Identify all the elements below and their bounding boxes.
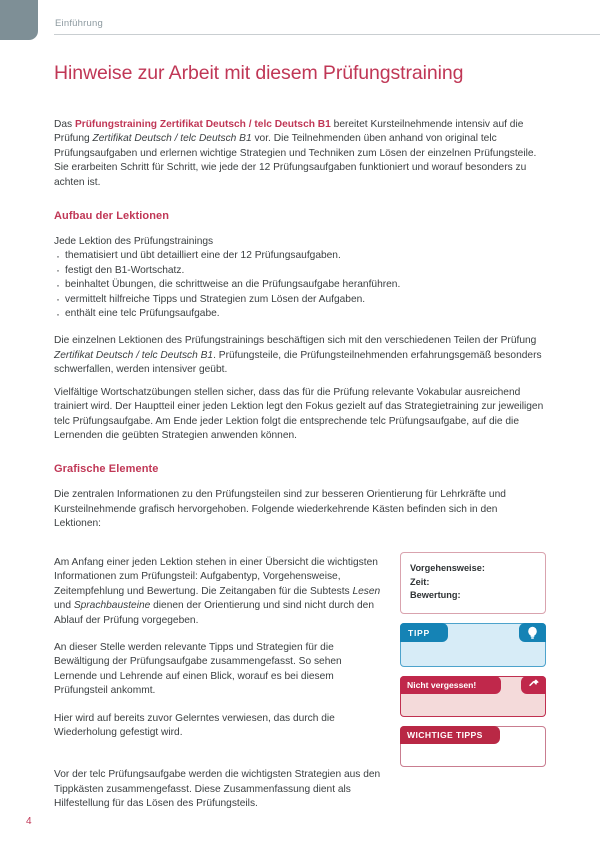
- aufbau-paragraph-3: Vielfältige Wortschatzübungen stellen sicher, dass das für die Prüfung relevante Vokabular ausreichend trainiert wird. Der Hauptteil einer jeden Lektion legt den Fokus gezielt auf das Strategietraining zur jeweiligen telc Prüfungsaufgabe. Am Ende jeder Lektion folgt die entsprechende telc Prüfungsaufgabe, auf die die Lernenden die geübten Strategien anwenden können.: [54, 386, 544, 441]
- list-item: · enthält eine telc Prüfungsaufgabe.: [54, 307, 546, 321]
- page-number: 4: [26, 816, 32, 827]
- page-title: Hinweise zur Arbeit mit diesem Prüfungstraining: [54, 62, 464, 84]
- callout-important-tips-box: [400, 726, 546, 767]
- list-item: · vermittelt hilfreiche Tipps und Strategien zum Lösen der Aufgaben.: [54, 293, 546, 307]
- list-item: · thematisiert und übt detailliert eine der 12 Prüfungsaufgaben.: [54, 249, 546, 263]
- important-tips-description: Vor der telc Prüfungsaufgabe werden die wichtigsten Strategien aus den Tippkästen zusammengefasst. Diese Zusammenfassung dient als Hilfestellung für das Lösen des Prüfungsteils.: [54, 769, 381, 810]
- lightbulb-icon: [519, 623, 546, 642]
- chapter-tab-marker: [0, 0, 38, 40]
- section-heading-grafische: Grafische Elemente: [54, 463, 159, 476]
- aufbau-p2-b: . Prüfungsteile, die Prüfungsteilnehmenden erfahrungsgemäß besonders schwerfallen, werden intensiver geübt.: [54, 349, 542, 376]
- overview-desc-a: Am Anfang einer jeden Lektion stehen in einer Übersicht die wichtigsten Informationen zum Prüfungsteil: Aufgabentyp, Vorgehensweise, Zeitempfehlung und Bewertung. Die Zeitangaben für die Subtests: [54, 557, 378, 597]
- section-heading-aufbau: Aufbau der Lektionen: [54, 210, 170, 223]
- aufbau-lead: Jede Lektion des Prüfungstrainings: [54, 236, 214, 248]
- remember-label: Nicht vergessen!: [407, 680, 477, 690]
- aufbau-p2-a: Die einzelnen Lektionen des Prüfungstrainings beschäftigen sich mit den verschiedenen Teilen der Prüfung: [54, 335, 537, 347]
- overview-description: [54, 556, 384, 628]
- grafische-paragraph-1: Die zentralen Informationen zu den Prüfungsteilen sind zur besseren Orientierung für Lehrkräfte und Kursteilnehmende grafisch hervorgehoben. Folgende wiederkehrende Kästen befinden sich in den Lektionen:: [54, 489, 506, 530]
- remember-description: Hier wird auf bereits zuvor Gelerntes verwiesen, das durch die Wiederholung gefestigt wird.: [54, 712, 335, 739]
- important-label: WICHTIGE TIPPS: [407, 730, 483, 740]
- exam-name-italic: Zertifikat Deutsch / telc Deutsch B1: [54, 349, 214, 361]
- callout-examples: [400, 552, 546, 776]
- intro-text-a: Das: [54, 119, 75, 130]
- remember-header-bar: [400, 676, 501, 694]
- subtest-name-lesen: Lesen: [352, 585, 381, 597]
- intro-text-c: vor. Die Teilnehmenden üben anhand von original telc Prüfungsaufgaben und erlernen wichtige Strategien und Techniken zum Lösen der einzelnen Prüfungsteile. Sie erarbeiten Schritt für Schritt, wie jede der 12 Prüfungsaufgaben funktioniert und worauf besonders zu achten ist.: [54, 133, 537, 188]
- tipp-header-bar: [400, 623, 448, 642]
- overview-line-vorgehensweise: Vorgehensweise:: [410, 563, 485, 573]
- tipp-label: TIPP: [408, 627, 430, 638]
- document-body: [54, 118, 546, 532]
- callout-tipp-box: [400, 623, 546, 667]
- aufbau-paragraph-2: [54, 334, 546, 377]
- pushpin-icon: [521, 676, 546, 694]
- overview-desc-c: dienen der Orientierung und sind nicht durch den Ablauf der Prüfung vorgegeben.: [54, 600, 375, 626]
- exam-name-italic: Zertifikat Deutsch / telc Deutsch B1: [92, 133, 252, 145]
- intro-text-b: bereitet Kursteilnehmende intensiv auf die Prüfung: [54, 119, 524, 145]
- overview-line-zeit: Zeit:: [410, 576, 430, 587]
- chapter-label: Einführung: [55, 18, 103, 29]
- aufbau-bullet-list: [54, 249, 546, 321]
- important-header-bar: [400, 726, 500, 744]
- callout-remember-box: [400, 676, 546, 717]
- overview-desc-b: und: [54, 600, 74, 612]
- list-item: · festigt den B1-Wortschatz.: [54, 264, 546, 278]
- subtest-name-sprachbausteine: Sprachbausteine: [73, 600, 151, 612]
- intro-paragraph: [54, 118, 546, 190]
- tipp-description: An dieser Stelle werden relevante Tipps und Strategien für die Bewältigung der Prüfungsaufgabe zusammengefasst. So sehen Lernende und Lehrende auf einen Blick, worauf es bei diesem Prüfungsteil ankommt.: [54, 642, 342, 697]
- list-item: · beinhaltet Übungen, die schrittweise an die Prüfungsaufgabe heranführen.: [54, 278, 546, 292]
- product-name-bold: Prüfungstraining Zertifikat Deutsch / telc Deutsch B1: [74, 119, 331, 130]
- header-divider: [54, 34, 600, 35]
- overview-line-bewertung: Bewertung:: [410, 590, 461, 600]
- running-head: [54, 18, 600, 35]
- callout-overview-box: [400, 552, 546, 614]
